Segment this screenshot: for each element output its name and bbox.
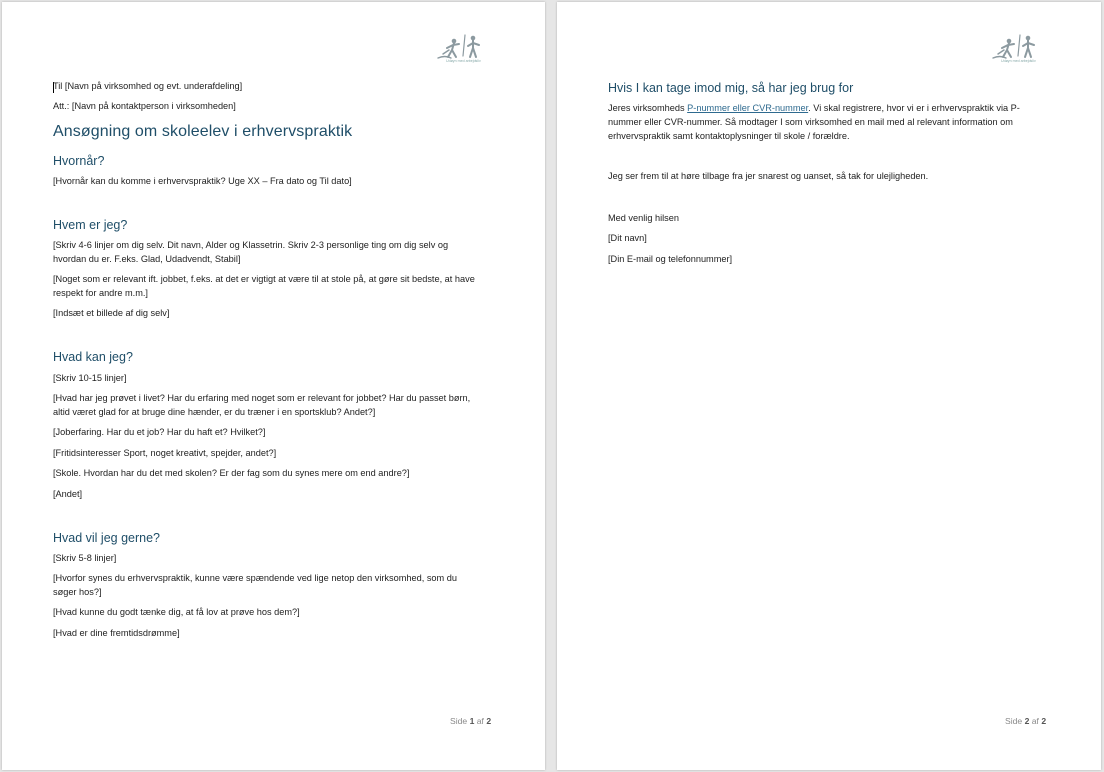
signature-contact[interactable]: [Din E-mail og telefonnummer] [608, 254, 733, 264]
logo-hikers-icon [435, 32, 495, 60]
paragraph[interactable]: [Skriv 10-15 linjer] [53, 373, 127, 383]
heading-hvem-er-jeg: Hvem er jeg? [53, 218, 128, 232]
logo-text: Udøyn med arbejdsliv [1001, 59, 1036, 63]
paragraph[interactable]: [Andet] [53, 489, 83, 499]
paragraph[interactable]: nummer eller CVR-nummer. Så modtager I som virksomhed en mail med al relevant information om [608, 117, 1013, 127]
paragraph[interactable]: [Hvorfor synes du erhvervspraktik, kunne være spændende ved lige netop den virksomhed, som du [53, 573, 457, 583]
paragraph[interactable]: [Joberfaring. Har du et job? Har du haft et? Hvilket?] [53, 427, 266, 437]
logo [435, 32, 495, 65]
document-page-1 [2, 2, 545, 770]
paragraph[interactable]: [Hvad kunne du godt tænke dig, at få lov at prøve hos dem?] [53, 607, 300, 617]
page-number: Side 2 af 2 [1005, 716, 1047, 726]
paragraph[interactable]: erhvervspraktik samt kontaktoplysninger til skole / forældre. [608, 131, 850, 141]
paragraph[interactable]: [Skriv 4-6 linjer om dig selv. Dit navn, Alder og Klassetrin. Skriv 2-3 personlige ting om dig selv og [53, 240, 449, 250]
heading-brug-for: Hvis I kan tage imod mig, så har jeg brug for [608, 81, 854, 95]
paragraph[interactable]: [Hvornår kan du komme i erhvervspraktik? Uge XX – Fra dato og Til dato] [53, 176, 352, 186]
paragraph[interactable]: Jeres virksomheds P-nummer eller CVR-nummer. Vi skal registrere, hvor vi er i erhvervspraktik via P- [608, 103, 1020, 113]
paragraph[interactable]: [Noget som er relevant ift. jobbet, f.eks. at det er vigtigt at være til at stole på, at gøre sit bedste, at have [53, 274, 475, 284]
paragraph[interactable]: [Fritidsinteresser Sport, noget kreativt, spejder, andet?] [53, 448, 277, 458]
logo-hikers-icon [990, 32, 1050, 60]
attention-line[interactable]: Att.: [Navn på kontaktperson i virksomheden] [53, 101, 236, 111]
logo-text: Udøyn med arbejdsliv [446, 59, 481, 63]
heading-hvad-vil-jeg-gerne: Hvad vil jeg gerne? [53, 531, 161, 545]
closing[interactable]: Med venlig hilsen [608, 213, 679, 223]
document-page-2 [557, 2, 1101, 770]
heading-hvad-kan-jeg: Hvad kan jeg? [53, 350, 133, 364]
paragraph[interactable]: [Indsæt et billede af dig selv] [53, 308, 170, 318]
logo [990, 32, 1050, 65]
paragraph[interactable]: respekt for andre m.m.] [53, 288, 148, 298]
paragraph[interactable]: hvordan du er. F.eks. Glad, Udadvendt, Stabil] [53, 254, 241, 264]
paragraph[interactable]: [Skole. Hvordan har du det med skolen? Er der fag som du synes mere om end andre?] [53, 468, 410, 478]
paragraph[interactable]: Jeg ser frem til at høre tilbage fra jer snarest og uanset, så tak for ulejligheden. [608, 171, 929, 181]
heading-hvornaar: Hvornår? [53, 154, 105, 168]
document-title: Ansøgning om skoleelev i erhvervspraktik [53, 123, 353, 140]
paragraph[interactable]: søger hos?] [53, 587, 102, 597]
paragraph[interactable]: [Hvad er dine fremtidsdrømme] [53, 628, 180, 638]
recipient-line[interactable]: Til [Navn på virksomhed og evt. underafdeling] [53, 81, 243, 91]
page-number: Side 1 af 2 [450, 716, 492, 726]
cvr-link[interactable]: P-nummer eller CVR-nummer [687, 103, 809, 113]
paragraph[interactable]: altid været glad for at bruge dine hænder, er du træner i en sportsklub? Andet?] [53, 407, 376, 417]
signature-name[interactable]: [Dit navn] [608, 233, 647, 243]
paragraph[interactable]: [Hvad har jeg prøvet i livet? Har du erfaring med noget som er relevant for jobbet? Har du passet børn, [53, 393, 471, 403]
paragraph[interactable]: [Skriv 5-8 linjer] [53, 553, 117, 563]
